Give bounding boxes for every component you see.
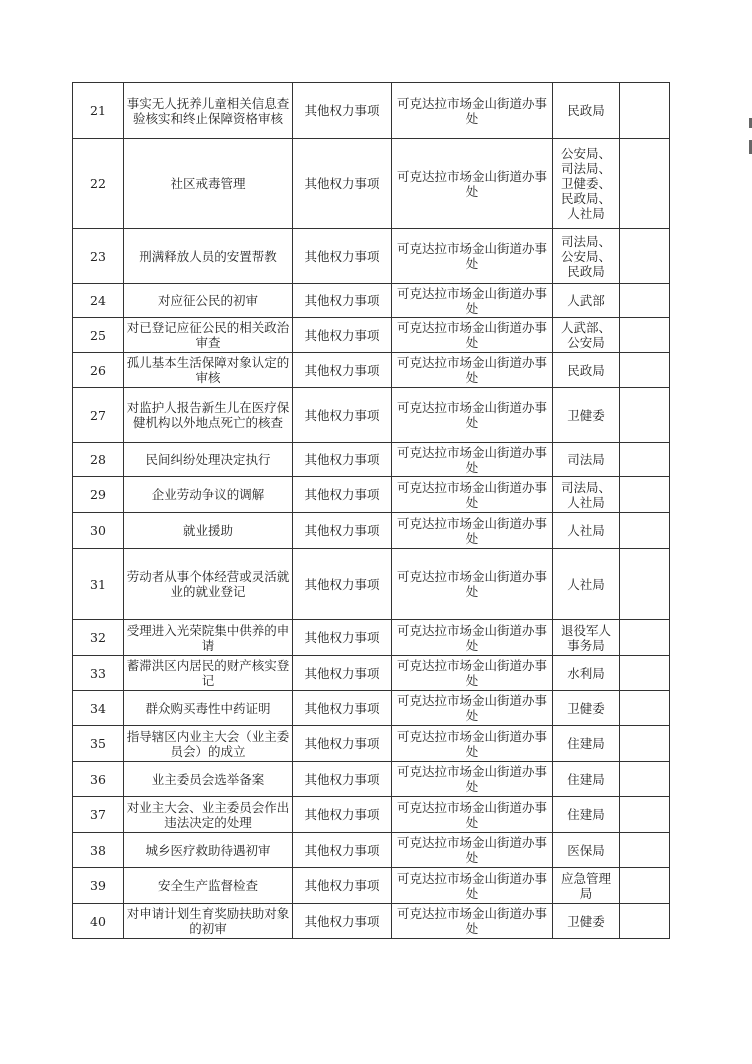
note-cell <box>620 318 670 353</box>
responsible-department: 应急管理局 <box>553 868 620 904</box>
responsible-department: 司法局 <box>553 443 620 477</box>
item-name: 对已登记应征公民的相关政治审查 <box>124 318 293 353</box>
implementing-body: 可克达拉市场金山街道办事处 <box>392 691 553 726</box>
implementing-body: 可克达拉市场金山街道办事处 <box>392 904 553 939</box>
responsible-department: 公安局、司法局、卫健委、民政局、人社局 <box>553 139 620 229</box>
item-type: 其他权力事项 <box>293 477 392 513</box>
note-cell <box>620 83 670 139</box>
responsible-department: 住建局 <box>553 762 620 797</box>
implementing-body: 可克达拉市场金山街道办事处 <box>392 797 553 833</box>
item-type: 其他权力事项 <box>293 762 392 797</box>
item-type: 其他权力事项 <box>293 691 392 726</box>
row-number: 36 <box>73 762 124 797</box>
responsible-department: 民政局 <box>553 353 620 388</box>
responsible-department: 退役军人事务局 <box>553 620 620 656</box>
table-row <box>73 139 670 229</box>
item-type: 其他权力事项 <box>293 83 392 139</box>
note-cell <box>620 904 670 939</box>
table-row <box>73 284 670 318</box>
note-cell <box>620 443 670 477</box>
item-name: 蓄滞洪区内居民的财产核实登记 <box>124 656 293 691</box>
note-cell <box>620 868 670 904</box>
item-type: 其他权力事项 <box>293 549 392 620</box>
note-cell <box>620 549 670 620</box>
item-name: 群众购买毒性中药证明 <box>124 691 293 726</box>
note-cell <box>620 762 670 797</box>
item-type: 其他权力事项 <box>293 139 392 229</box>
row-number: 22 <box>73 139 124 229</box>
item-name: 劳动者从事个体经营或灵活就业的就业登记 <box>124 549 293 620</box>
item-type: 其他权力事项 <box>293 513 392 549</box>
item-name: 安全生产监督检查 <box>124 868 293 904</box>
item-type: 其他权力事项 <box>293 868 392 904</box>
row-number: 28 <box>73 443 124 477</box>
item-name: 业主委员会选举备案 <box>124 762 293 797</box>
note-cell <box>620 139 670 229</box>
item-type: 其他权力事项 <box>293 620 392 656</box>
implementing-body: 可克达拉市场金山街道办事处 <box>392 513 553 549</box>
item-name: 社区戒毒管理 <box>124 139 293 229</box>
row-number: 31 <box>73 549 124 620</box>
note-cell <box>620 833 670 868</box>
note-cell <box>620 656 670 691</box>
item-name: 对业主大会、业主委员会作出违法决定的处理 <box>124 797 293 833</box>
implementing-body: 可克达拉市场金山街道办事处 <box>392 868 553 904</box>
table-row <box>73 762 670 797</box>
item-name: 事实无人抚养儿童相关信息查验核实和终止保障资格审核 <box>124 83 293 139</box>
note-cell <box>620 620 670 656</box>
responsible-department: 卫健委 <box>553 388 620 443</box>
item-type: 其他权力事项 <box>293 656 392 691</box>
row-number: 27 <box>73 388 124 443</box>
implementing-body: 可克达拉市场金山街道办事处 <box>392 620 553 656</box>
power-items-table <box>72 82 670 939</box>
implementing-body: 可克达拉市场金山街道办事处 <box>392 762 553 797</box>
row-number: 21 <box>73 83 124 139</box>
item-type: 其他权力事项 <box>293 229 392 284</box>
implementing-body: 可克达拉市场金山街道办事处 <box>392 229 553 284</box>
responsible-department: 住建局 <box>553 726 620 762</box>
row-number: 33 <box>73 656 124 691</box>
responsible-department: 水利局 <box>553 656 620 691</box>
table-row <box>73 477 670 513</box>
item-name: 就业援助 <box>124 513 293 549</box>
implementing-body: 可克达拉市场金山街道办事处 <box>392 353 553 388</box>
row-number: 24 <box>73 284 124 318</box>
implementing-body: 可克达拉市场金山街道办事处 <box>392 388 553 443</box>
responsible-department: 人武部、公安局 <box>553 318 620 353</box>
table-row <box>73 513 670 549</box>
implementing-body: 可克达拉市场金山街道办事处 <box>392 656 553 691</box>
table-row <box>73 443 670 477</box>
item-type: 其他权力事项 <box>293 797 392 833</box>
table-row <box>73 83 670 139</box>
item-type: 其他权力事项 <box>293 353 392 388</box>
table-row <box>73 353 670 388</box>
row-number: 35 <box>73 726 124 762</box>
implementing-body: 可克达拉市场金山街道办事处 <box>392 549 553 620</box>
table-row <box>73 797 670 833</box>
note-cell <box>620 353 670 388</box>
item-type: 其他权力事项 <box>293 318 392 353</box>
item-type: 其他权力事项 <box>293 904 392 939</box>
item-name: 指导辖区内业主大会（业主委员会）的成立 <box>124 726 293 762</box>
table-row <box>73 229 670 284</box>
responsible-department: 人武部 <box>553 284 620 318</box>
row-number: 23 <box>73 229 124 284</box>
responsible-department: 人社局 <box>553 513 620 549</box>
note-cell <box>620 513 670 549</box>
item-name: 城乡医疗救助待遇初审 <box>124 833 293 868</box>
row-number: 34 <box>73 691 124 726</box>
item-name: 对申请计划生育奖励扶助对象的初审 <box>124 904 293 939</box>
responsible-department: 民政局 <box>553 83 620 139</box>
note-cell <box>620 229 670 284</box>
table-row <box>73 318 670 353</box>
table-row <box>73 656 670 691</box>
table-row <box>73 833 670 868</box>
responsible-department: 司法局、公安局、民政局 <box>553 229 620 284</box>
row-number: 40 <box>73 904 124 939</box>
implementing-body: 可克达拉市场金山街道办事处 <box>392 318 553 353</box>
item-type: 其他权力事项 <box>293 726 392 762</box>
responsible-department: 住建局 <box>553 797 620 833</box>
implementing-body: 可克达拉市场金山街道办事处 <box>392 726 553 762</box>
responsible-department: 卫健委 <box>553 691 620 726</box>
table-row <box>73 388 670 443</box>
item-name: 孤儿基本生活保障对象认定的审核 <box>124 353 293 388</box>
responsible-department: 人社局 <box>553 549 620 620</box>
item-type: 其他权力事项 <box>293 388 392 443</box>
implementing-body: 可克达拉市场金山街道办事处 <box>392 833 553 868</box>
implementing-body: 可克达拉市场金山街道办事处 <box>392 83 553 139</box>
item-name: 受理进入光荣院集中供养的申请 <box>124 620 293 656</box>
note-cell <box>620 284 670 318</box>
row-number: 32 <box>73 620 124 656</box>
item-type: 其他权力事项 <box>293 833 392 868</box>
row-number: 37 <box>73 797 124 833</box>
responsible-department: 司法局、人社局 <box>553 477 620 513</box>
item-name: 刑满释放人员的安置帮教 <box>124 229 293 284</box>
item-type: 其他权力事项 <box>293 443 392 477</box>
note-cell <box>620 691 670 726</box>
item-type: 其他权力事项 <box>293 284 392 318</box>
item-name: 对监护人报告新生儿在医疗保健机构以外地点死亡的核查 <box>124 388 293 443</box>
responsible-department: 医保局 <box>553 833 620 868</box>
row-number: 29 <box>73 477 124 513</box>
row-number: 39 <box>73 868 124 904</box>
note-cell <box>620 726 670 762</box>
implementing-body: 可克达拉市场金山街道办事处 <box>392 443 553 477</box>
item-name: 企业劳动争议的调解 <box>124 477 293 513</box>
item-name: 民间纠纷处理决定执行 <box>124 443 293 477</box>
table-row <box>73 904 670 939</box>
item-name: 对应征公民的初审 <box>124 284 293 318</box>
row-number: 38 <box>73 833 124 868</box>
row-number: 30 <box>73 513 124 549</box>
implementing-body: 可克达拉市场金山街道办事处 <box>392 284 553 318</box>
implementing-body: 可克达拉市场金山街道办事处 <box>392 477 553 513</box>
table-row <box>73 549 670 620</box>
note-cell <box>620 388 670 443</box>
row-number: 26 <box>73 353 124 388</box>
table-row <box>73 726 670 762</box>
table-row <box>73 620 670 656</box>
table-row <box>73 691 670 726</box>
implementing-body: 可克达拉市场金山街道办事处 <box>392 139 553 229</box>
note-cell <box>620 797 670 833</box>
note-cell <box>620 477 670 513</box>
table-row <box>73 868 670 904</box>
row-number: 25 <box>73 318 124 353</box>
responsible-department: 卫健委 <box>553 904 620 939</box>
